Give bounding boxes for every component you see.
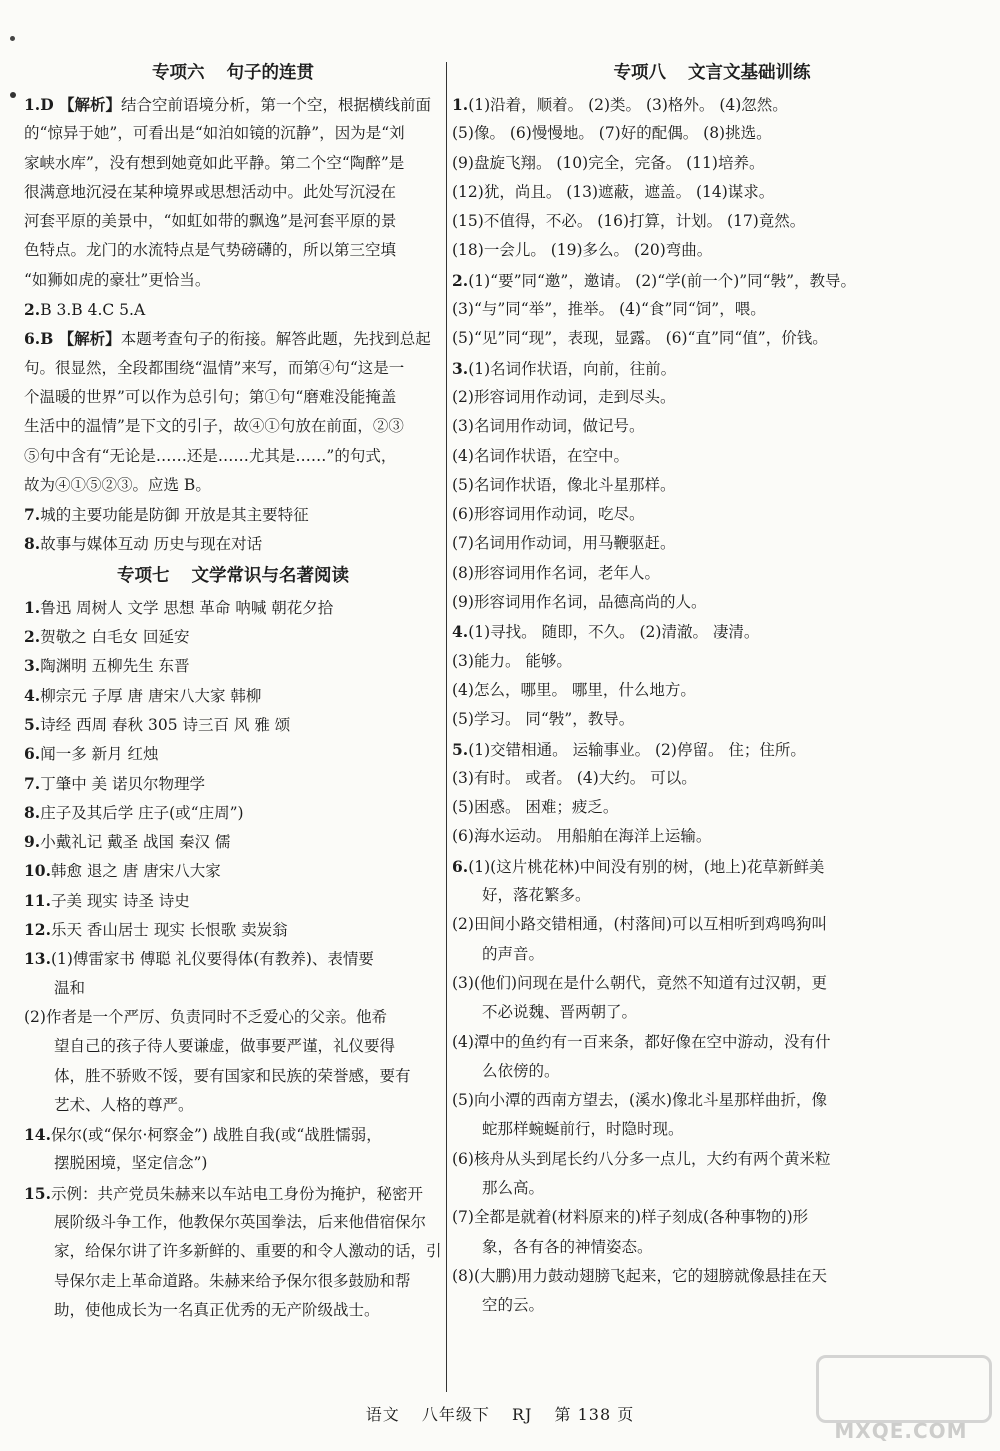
answer-line [24, 1003, 442, 1032]
answer-text: 个温暖的世界”可以作为总引句；第①句“磨难没能掩盖 [24, 387, 397, 406]
question-number: 5. [24, 714, 41, 734]
answer-text: (4)名词作状语，在空中。 [452, 446, 629, 465]
answer-line [24, 500, 442, 529]
answer-line [452, 149, 972, 178]
answer-text: 乐天 香山居士 现实 长恨歌 卖炭翁 [50, 921, 288, 940]
answer-line [452, 295, 972, 324]
answer-text: (5)向小潭的西南方望去，(溪水)像北斗星那样曲折，像 [452, 1091, 828, 1110]
question-number: 5. [452, 739, 469, 759]
answer-line [452, 588, 972, 617]
answer-line [452, 881, 972, 910]
question-number: 2. [452, 270, 469, 290]
question-number: 14. [24, 1125, 51, 1145]
answer-text: 庄子及其后学 庄子(或“庄周”) [40, 803, 244, 822]
answer-line [452, 207, 972, 236]
question-number: 1. [24, 597, 41, 617]
footer-edition: RJ [511, 1405, 533, 1424]
section-title: 专项八 文言文基础训练 [613, 63, 811, 83]
answer-text: 城的主要功能是防御 开放是其主要特征 [40, 506, 309, 525]
answer-line [24, 412, 442, 441]
section-seven-answers [24, 593, 442, 1325]
answer-text: 丁肇中 美 诺贝尔物理学 [40, 774, 206, 793]
answer-text: (2)形容词用作动词，走到尽头。 [452, 387, 676, 406]
answer-text: ⑤句中含有“无论是……还是……尤其是……”的句式， [24, 446, 397, 465]
answer-text: (8)(大鹏)用力鼓动翅膀飞起来，它的翅膀就像悬挂在天 [452, 1266, 828, 1285]
answer-text: 好，落花繁多。 [482, 886, 591, 905]
answer-line [24, 1267, 442, 1296]
answer-text: 的声音。 [482, 944, 545, 963]
answer-line [24, 827, 442, 856]
answer-line [452, 412, 972, 441]
answer-line [24, 1091, 442, 1120]
answer-text: (3)“与”同“举”，推举。 (4)“食”同“饲”，喂。 [452, 300, 766, 319]
answer-text: (2)作者是一个严厉、负责同时不乏爱心的父亲。他希 [24, 1007, 387, 1026]
answer-line [452, 852, 972, 881]
answer-line [24, 856, 442, 885]
answer-text: 韩愈 退之 唐 唐宋八大家 [50, 862, 221, 881]
answer-line [24, 149, 442, 178]
answer-text: (3)(他们)问现在是什么朝代，竟然不知道有过汉朝，更 [452, 973, 828, 992]
answer-line [452, 705, 972, 734]
answer-line [452, 998, 972, 1027]
answer-line [24, 915, 442, 944]
section-six-answers [24, 90, 442, 559]
question-number: 11. [24, 890, 51, 910]
answer-text: (3)能力。 能够。 [452, 651, 572, 670]
question-number: 8. [24, 802, 41, 822]
answer-text: 闻一多 新月 红烛 [40, 745, 159, 764]
answer-text: 展阶级斗争工作，他教保尔英国拳法，后来他借宿保尔 [54, 1212, 427, 1231]
watermark-logo [816, 1355, 986, 1445]
answer-text: 望自己的孩子待人要谦虚，做事要严谨，礼仪要得 [54, 1037, 396, 1056]
answer-line [24, 739, 442, 768]
question-number: 15. [24, 1183, 51, 1203]
answer-text: 助，使他成长为一名真正优秀的无产阶级战士。 [54, 1300, 380, 1319]
answer-text: (1)寻找。 随即，不久。 (2)清澈。 凄清。 [468, 623, 760, 642]
question-number: 1. [24, 95, 41, 114]
answer-line [452, 236, 972, 265]
answer-line [24, 266, 442, 295]
answer-text: 体，胜不骄败不馁，要有国家和民族的荣誉感，要有 [54, 1066, 411, 1085]
answer-text: (3)名词用作动词，做记号。 [452, 417, 645, 436]
answer-line [452, 178, 972, 207]
answer-line [24, 651, 442, 680]
answer-line [24, 974, 442, 1003]
answer-text: 空的云。 [482, 1296, 545, 1315]
answer-text: “如狮如虎的豪壮”更恰当。 [24, 270, 211, 289]
answer-text: (5)“见”同“现”，表现，显露。 (6)“直”同“值”，价钱。 [452, 329, 828, 348]
answer-text: 么依傍的。 [482, 1061, 560, 1080]
answer-text: (1)(这片桃花林)中间没有别的树，(地上)花草新鲜美 [468, 857, 825, 876]
answer-text: 诗经 西周 春秋 305 诗三百 风 雅 颂 [40, 715, 291, 734]
answer-text: (4)怎么，哪里。 哪里，什么地方。 [452, 680, 696, 699]
answer-line [452, 324, 972, 353]
answer-line [24, 710, 442, 739]
answer-text: (1)“要”同“邀”，邀请。 (2)“学(前一个)”同“斅”，教导。 [468, 271, 857, 290]
answer-text: (4)潭中的鱼约有一百来条，都好像在空中游动，没有什 [452, 1032, 831, 1051]
answer-line [452, 1057, 972, 1086]
question-number: 6. [24, 744, 41, 764]
answer-line [24, 442, 442, 471]
question-number: 9. [24, 832, 41, 852]
question-number: 3. [24, 656, 41, 676]
answer-line [24, 769, 442, 798]
answer-text: 导保尔走上革命道路。朱赫来给予保尔很多鼓励和帮 [54, 1271, 411, 1290]
footer-subject: 语文 [365, 1405, 400, 1424]
answer-text: 蛇那样蜿蜒前行，时隐时现。 [482, 1120, 684, 1139]
answer-text: 示例：共产党员朱赫来以车站电工身份为掩护，秘密开 [50, 1184, 423, 1203]
question-number: 7. [24, 773, 41, 793]
answer-tag: D 【解析】 [40, 95, 122, 114]
answer-text: (5)名词作状语，像北斗星那样。 [452, 475, 676, 494]
answer-line [452, 676, 972, 705]
answer-text: 故为④①⑤②③。应选 B。 [24, 475, 211, 494]
answer-line [452, 764, 972, 793]
answer-line [24, 593, 442, 622]
answer-line [24, 236, 442, 265]
question-number: 10. [24, 861, 51, 881]
answer-line [452, 1115, 972, 1144]
answer-line [24, 119, 442, 148]
answer-text: 象，各有各的神情姿态。 [482, 1237, 653, 1256]
question-number: 8. [24, 534, 41, 554]
answer-line [24, 207, 442, 236]
answer-text: (9)盘旋飞翔。 (10)完全，完备。 (11)培养。 [452, 153, 765, 172]
answer-text: 家峡水库”，没有想到她竟如此平静。第二个空“陶醉”是 [24, 153, 405, 172]
answer-text: 鲁迅 周树人 文学 思想 革命 呐喊 朝花夕拾 [40, 598, 334, 617]
answer-line [452, 1203, 972, 1232]
answer-text: (18)一会儿。 (19)多么。 (20)弯曲。 [452, 241, 713, 260]
answer-line [452, 1174, 972, 1203]
answer-text: 柳宗元 子厚 唐 唐宋八大家 韩柳 [40, 686, 262, 705]
answer-text: 的“惊异于她”，可看出是“如泊如镜的沉静”，因为是“刘 [24, 124, 405, 143]
section-title: 专项七 文学常识与名著阅读 [117, 565, 349, 586]
question-number: 2. [24, 300, 41, 320]
answer-line [452, 1291, 972, 1320]
answer-line [24, 1237, 442, 1266]
right-column [452, 56, 972, 1320]
answer-line [452, 119, 972, 148]
answer-line [24, 178, 442, 207]
question-number: 6. [24, 329, 41, 349]
answer-text: 不必说魏、晋两朝了。 [482, 1003, 638, 1022]
answer-line [452, 910, 972, 939]
answer-line [452, 647, 972, 676]
answer-line [452, 969, 972, 998]
footer-page-number: 第 138 页 [554, 1405, 635, 1424]
answer-text: (1)名词作状语，向前，往前。 [468, 359, 677, 378]
answer-text: 摆脱困境，坚定信念”) [54, 1154, 208, 1173]
margin-dot [10, 36, 15, 41]
answer-text: 句。很显然，全段都围绕“温情”来写，而第④句“这是一 [24, 358, 405, 377]
answer-line [24, 1062, 442, 1091]
answer-text: 结合空前语境分析，第一个空，根据横线前面 [121, 96, 432, 114]
answer-line [452, 559, 972, 588]
answer-line [452, 1145, 972, 1174]
section-eight-answers [452, 90, 972, 1320]
answer-line [24, 622, 442, 651]
answer-text: (15)不值得，不必。 (16)打算，计划。 (17)竟然。 [452, 212, 806, 231]
answer-text: 故事与媒体互动 历史与现在对话 [40, 535, 263, 554]
answer-text: (1)沿着，顺着。 (2)类。 (3)格外。 (4)忽然。 [468, 96, 788, 114]
answer-line [24, 1179, 442, 1208]
answer-line [452, 1233, 972, 1262]
answer-text: B 3.B 4.C 5.A [40, 301, 146, 320]
answer-text: 温和 [54, 978, 86, 997]
answer-line [452, 735, 972, 764]
answer-line [24, 324, 442, 353]
column-divider [446, 62, 447, 1392]
answer-line [452, 793, 972, 822]
answer-text: 艺术、人格的尊严。 [54, 1095, 194, 1114]
answer-text: (7)全都是就着(材料原来的)样子刻成(各种事物的)形 [452, 1208, 809, 1227]
answer-line [452, 617, 972, 646]
answer-text: (7)名词用作动词，用马鞭驱赶。 [452, 534, 676, 553]
answer-text: 色特点。龙门的水流特点是气势磅礴的，所以第三空填 [24, 241, 397, 260]
answer-text: 本题考查句子的衔接。解答此题，先找到总起 [120, 330, 431, 349]
answer-text: 贺敬之 白毛女 回延安 [40, 628, 190, 647]
question-number: 1. [452, 95, 469, 114]
answer-text: 河套平原的美景中，“如虹如带的飘逸”是河套平原的景 [24, 212, 397, 231]
question-number: 4. [24, 685, 41, 705]
margin-dot [10, 92, 16, 98]
answer-line [452, 471, 972, 500]
answer-line [24, 529, 442, 558]
answer-line [24, 1296, 442, 1325]
answer-line [452, 1086, 972, 1115]
answer-tag: B 【解析】 [40, 329, 121, 349]
answer-text: 生活中的温情”是下文的引子，故④①句放在前面，②③ [24, 417, 404, 436]
answer-text: 很满意地沉浸在某种境界或思想活动中。此处写沉浸在 [24, 182, 397, 201]
answer-line [24, 295, 442, 324]
answer-line [24, 1032, 442, 1061]
answer-text: (12)犹，尚且。 (13)遮蔽，遮盖。 (14)谋求。 [452, 182, 775, 201]
answer-line [24, 944, 442, 973]
answer-text: (1)交错相通。 运输事业。 (2)停留。 住；住所。 [468, 740, 806, 759]
answer-text: 小戴礼记 戴圣 战国 秦汉 儒 [40, 833, 231, 852]
question-number: 13. [24, 949, 51, 969]
answer-line [452, 1262, 972, 1291]
answer-text: (5)学习。 同“斅”，教导。 [452, 710, 635, 729]
answer-text: 家，给保尔讲了许多新鲜的、重要的和令人激动的话，引 [54, 1242, 442, 1261]
question-number: 6. [452, 856, 469, 876]
answer-line [452, 500, 972, 529]
answer-text: (1)傅雷家书 傅聪 礼仪要得体(有教养)、表情要 [50, 950, 374, 969]
answer-text: (3)有时。 或者。 (4)大约。 可以。 [452, 768, 697, 787]
answer-line [24, 681, 442, 710]
answer-line [24, 90, 442, 119]
answer-text: (8)形容词用作名词，老年人。 [452, 563, 660, 582]
answer-text: (9)形容词用作名词，品德高尚的人。 [452, 593, 707, 612]
answer-text: 陶渊明 五柳先生 东晋 [40, 657, 190, 676]
answer-line [452, 529, 972, 558]
answer-line [452, 383, 972, 412]
answer-line [24, 798, 442, 827]
answer-line [24, 471, 442, 500]
answer-line [452, 442, 972, 471]
answer-text: (5)像。 (6)慢慢地。 (7)好的配偶。 (8)挑选。 [452, 124, 772, 143]
answer-line [24, 354, 442, 383]
answer-line [452, 90, 972, 119]
answer-text: (6)海水运动。 用船舶在海洋上运输。 [452, 827, 712, 846]
answer-text: (5)困惑。 困难；疲乏。 [452, 798, 619, 817]
answer-line [24, 383, 442, 412]
question-number: 2. [24, 627, 41, 647]
answer-line [24, 1208, 442, 1237]
answer-text: 保尔(或“保尔·柯察金”) 战胜自我(或“战胜懦弱， [50, 1126, 382, 1145]
answer-line [452, 354, 972, 383]
question-number: 4. [452, 622, 469, 642]
section-title: 专项六 句子的连贯 [152, 63, 314, 83]
answer-line [24, 886, 442, 915]
answer-text: 子美 现实 诗圣 诗史 [50, 891, 190, 910]
answer-text: (2)田间小路交错相通，(村落间)可以互相听到鸡鸣狗叫 [452, 915, 828, 934]
watermark-text: MXQE.COM [834, 1419, 968, 1443]
answer-text: (6)核舟从头到尾长约八分多一点儿，大约有两个黄米粒 [452, 1149, 831, 1168]
answer-line [24, 1120, 442, 1149]
question-number: 7. [24, 505, 41, 525]
answer-line [452, 822, 972, 851]
answer-line [452, 266, 972, 295]
answer-line [24, 1149, 442, 1178]
answer-line [452, 940, 972, 969]
answer-text: (6)形容词用作动词，吃尽。 [452, 505, 645, 524]
question-number: 12. [24, 920, 51, 940]
footer-grade: 八年级下 [421, 1405, 490, 1424]
left-column [24, 56, 442, 1325]
question-number: 3. [452, 358, 469, 378]
answer-line [452, 1028, 972, 1057]
answer-text: 那么高。 [482, 1178, 545, 1197]
